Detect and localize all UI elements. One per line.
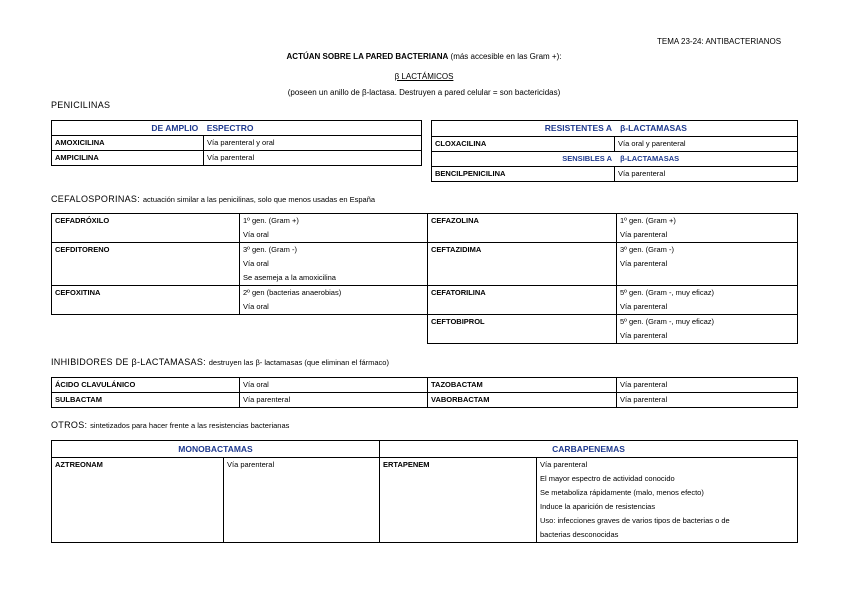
drug-name: AZTREONAM [52,458,224,543]
tema-label: TEMA 23-24: ANTIBACTERIANOS [657,37,782,46]
drug-name: CEFADRÓXILO [52,214,240,243]
drug-details [537,458,798,543]
drug-via: Vía parenteral [204,151,422,166]
drug-details [617,243,798,286]
main-title [0,52,848,61]
carbapenemas-header: CARBAPENEMAS [380,441,798,458]
detail-line: Vía oral [243,302,269,311]
table-row [52,458,798,543]
drug-details [617,315,798,344]
detail-line: Vía oral [243,230,269,239]
detail-line: 1º gen. (Gram +) [243,216,299,225]
drug-name: CEFAZOLINA [428,214,617,243]
table-row [432,137,798,152]
cefalosporinas-left-table [51,213,428,315]
inhibidores-heading-text: INHIBIDORES DE β-LACTAMASAS: [51,357,206,367]
table-row [52,243,428,286]
detail-line: 3º gen. (Gram -) [243,245,298,254]
drug-via: Vía parenteral y oral [204,136,422,151]
detail-line: El mayor espectro de actividad conocido [540,474,675,483]
drug-name: ÁCIDO CLAVULÁNICO [52,378,240,393]
resistentes-header [432,121,798,137]
resistentes-table [431,120,798,182]
detail-line: 5º gen. (Gram -, muy eficaz) [620,288,715,297]
table-row [52,378,798,393]
detail-line: Induce la aparición de resistencias [540,502,656,511]
sensibles-header-b: β-LACTAMASAS [620,154,680,163]
drug-name: CEFATORILINA [428,286,617,315]
drug-name: CEFTAZIDIMA [428,243,617,286]
inhibidores-heading-note: destruyen las β- lactamasas (que eliminan el fármaco) [208,358,389,367]
beta-title-text: β LACTÁMICOS [394,72,454,81]
drug-name: CEFDITORENO [52,243,240,286]
drug-name: CLOXACILINA [432,137,615,152]
drug-via: Vía parenteral [615,167,798,182]
drug-via: Vía oral [240,378,428,393]
amplio-header-b: ESPECTRO [206,123,254,133]
drug-name: CEFTOBIPROL [428,315,617,344]
drug-details [240,214,428,243]
detail-line: Uso: infecciones graves de varios tipos de bacterias o de [540,516,730,525]
cefalosporinas-heading [51,194,375,204]
detail-line: Se metaboliza rápidamente (malo, menos efecto) [540,488,704,497]
drug-name: AMPICILINA [52,151,204,166]
detail-line: 5º gen. (Gram -, muy eficaz) [620,317,715,326]
table-row [428,243,798,286]
drug-name: VABORBACTAM [428,393,617,408]
drug-name: ERTAPENEM [380,458,537,543]
detail-line: 3º gen. (Gram -) [620,245,675,254]
cefalosporinas-heading-note: actuación similar a las penicilinas, solo que menos usadas en España [142,195,376,204]
drug-details [240,243,428,286]
amplio-header-a: DE AMPLIO [151,123,199,133]
beta-title [0,72,848,81]
drug-via: Vía parenteral [617,378,798,393]
drug-details [617,286,798,315]
detail-line: 1º gen. (Gram +) [620,216,676,225]
table-row [52,393,798,408]
drug-name: CEFOXITINA [52,286,240,315]
detail-line: Se asemeja a la amoxicilina [243,273,336,282]
cefalosporinas-heading-text: CEFALOSPORINAS: [51,194,141,204]
sensibles-header-a: SENSIBLES A [562,154,612,163]
detail-line: bacterias desconocidas [540,530,619,539]
table-row [428,214,798,243]
table-row [52,151,422,166]
otros-heading [51,420,289,430]
amplio-header [52,121,422,136]
detail-line: Vía parenteral [540,460,588,469]
table-row [428,286,798,315]
main-title-note: (más accesible en las Gram +): [450,52,562,61]
amplio-espectro-table [51,120,422,166]
detail-line: Vía parenteral [620,302,668,311]
drug-name: BENCILPENICILINA [432,167,615,182]
otros-heading-text: OTROS: [51,420,88,430]
drug-via: Vía oral y parenteral [615,137,798,152]
drug-name: TAZOBACTAM [428,378,617,393]
detail-line: Vía parenteral [620,259,668,268]
table-row [52,136,422,151]
drug-details [617,214,798,243]
penicilinas-heading: PENICILINAS [51,100,111,110]
drug-name: SULBACTAM [52,393,240,408]
detail-line: Vía parenteral [620,230,668,239]
otros-heading-note: sintetizados para hacer frente a las resistencias bacterianas [90,421,290,430]
drug-details [240,286,428,315]
detail-line: Vía parenteral [620,331,668,340]
drug-via: Vía parenteral [224,458,380,543]
drug-via: Vía parenteral [240,393,428,408]
drug-name: AMOXICILINA [52,136,204,151]
table-row [52,214,428,243]
table-row [432,167,798,182]
otros-table [51,440,798,543]
resistentes-header-b: β-LACTAMASAS [620,123,687,133]
table-row [428,315,798,344]
inhibidores-heading [51,357,389,367]
detail-line: 2º gen (bacterias anaerobias) [243,288,342,297]
table-row [52,286,428,315]
detail-line: Vía oral [243,259,269,268]
resistentes-header-a: RESISTENTES A [544,123,612,133]
monobactamas-header: MONOBACTAMAS [52,441,380,458]
cefalosporinas-right-table [427,213,798,344]
beta-desc: (poseen un anillo de β-lactasa. Destruyen a pared celular = son bactericidas) [287,88,561,97]
main-title-text: ACTÚAN SOBRE LA PARED BACTERIANA [286,52,449,61]
drug-via: Vía parenteral [617,393,798,408]
inhibidores-table [51,377,798,408]
sensibles-header [432,152,798,167]
